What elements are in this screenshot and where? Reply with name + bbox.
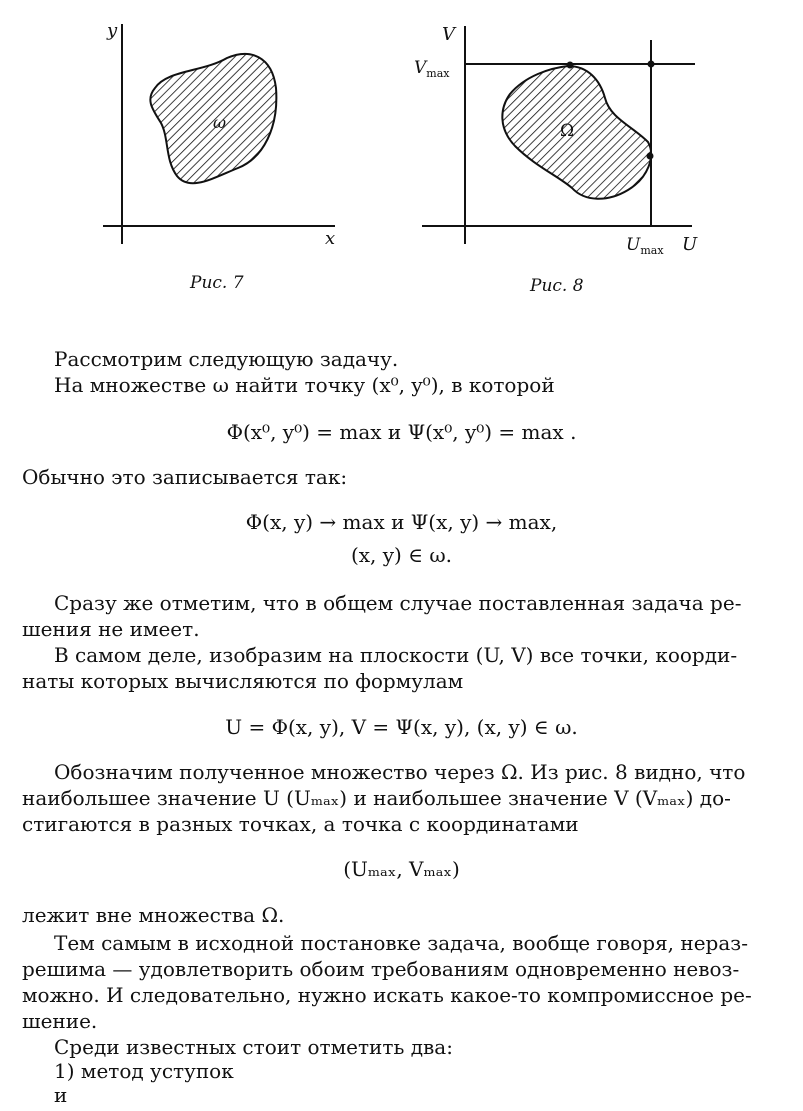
umax-label	[626, 235, 664, 257]
paragraph-3-line-1: Обозначим полученное множество через Ω. Из рис. 8 видно, что	[54, 760, 746, 784]
paragraph-5-line-1: Среди известных стоит отметить два:	[54, 1035, 453, 1059]
vmax-label	[414, 58, 450, 80]
figure-8	[410, 18, 710, 258]
Omega-label: Ω	[560, 121, 575, 141]
paragraph-1-line-1: Сразу же отметим, что в общем случае поставленная задача ре-	[54, 591, 742, 615]
omega-label: ω	[213, 113, 227, 132]
text-line-3: Обычно это записывается так:	[22, 465, 348, 489]
paragraph-4-line-3: можно. И следовательно, нужно искать какое-то компромиссное ре-	[22, 983, 752, 1007]
vmax-label-main: V	[414, 58, 427, 78]
figure-8-caption: Рис. 8	[530, 276, 584, 296]
figure-7-caption: Рис. 7	[190, 273, 244, 293]
paragraph-4-line-4: шение.	[22, 1009, 98, 1033]
x-axis-label: x	[325, 228, 336, 249]
paragraph-3-line-4: лежит вне множества Ω.	[22, 903, 285, 927]
paragraph-4-line-1: Тем самым в исходной постановке задача, вообще говоря, нераз-	[54, 931, 748, 955]
equation-4: (Uₘₐₓ, Vₘₐₓ)	[343, 857, 460, 881]
equation-2a: Φ(x, y) → max и Ψ(x, y) → max,	[245, 510, 558, 534]
paragraph-5-line-2: 1) метод уступок	[54, 1059, 234, 1083]
umax-point	[647, 153, 654, 160]
vmax-point	[567, 62, 574, 69]
equation-2b: (x, y) ∈ ω.	[350, 543, 453, 567]
vmax-label-sub: max	[426, 67, 450, 80]
paragraph-2-line-1: В самом деле, изобразим на плоскости (U, V) все точки, коорди-	[54, 643, 738, 667]
paragraph-5-line-3: и	[54, 1083, 68, 1107]
y-axis-label: y	[107, 20, 118, 41]
v-axis-label: V	[442, 24, 455, 45]
Omega-region	[502, 66, 651, 199]
text-line-1: Рассмотрим следующую задачу.	[54, 347, 399, 371]
paragraph-3-line-3: стигаются в разных точках, а точка с координатами	[22, 812, 579, 836]
paragraph-2-line-2: наты которых вычисляются по формулам	[22, 669, 464, 693]
equation-3: U = Φ(x, y), V = Ψ(x, y), (x, y) ∈ ω.	[225, 715, 578, 739]
equation-1: Φ(x⁰, y⁰) = max и Ψ(x⁰, y⁰) = max .	[226, 420, 577, 444]
u-axis-label: U	[682, 234, 698, 255]
paragraph-4-line-2: решима — удовлетворить обоим требованиям одновременно невоз-	[22, 957, 740, 981]
paragraph-1-line-2: шения не имеет.	[22, 617, 200, 641]
text-line-2: На множестве ω найти точку (x⁰, y⁰), в которой	[54, 373, 555, 397]
paragraph-3-line-2: наибольшее значение U (Uₘₐₓ) и наибольшее значение V (Vₘₐₓ) до-	[22, 786, 731, 810]
umax-label-sub: max	[640, 244, 664, 257]
figure-7	[95, 18, 355, 258]
umax-label-main: U	[626, 235, 641, 255]
corner-point	[648, 61, 655, 68]
